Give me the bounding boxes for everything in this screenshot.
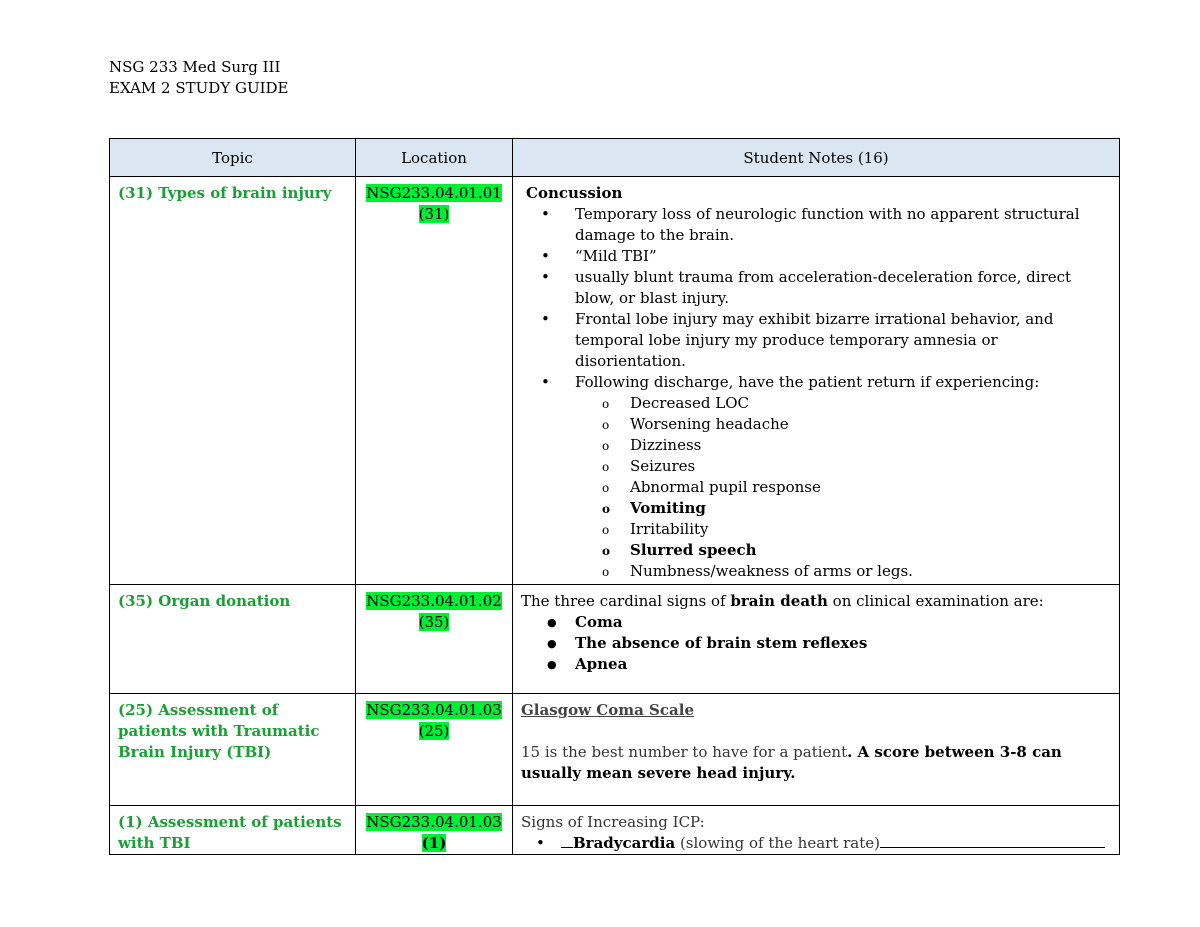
notes-bullet-list <box>521 612 1111 675</box>
topic-text: (25) Assessment of patients with Traumatic Brain Injury (TBI) <box>118 701 320 761</box>
location-cell <box>356 694 513 806</box>
list-item: • usually blunt trauma from acceleration-deceleration force, direct blow, or blast injury. <box>526 267 1111 309</box>
notes-bullet-list <box>521 833 1111 854</box>
topic-cell <box>110 177 356 585</box>
list-item: • Following discharge, have the patient return if experiencing: <box>526 372 1111 393</box>
column-header-notes: Student Notes (16) <box>513 139 1120 177</box>
sub-list-item: o Vomiting <box>526 498 1111 519</box>
notes-cell <box>513 177 1120 585</box>
table-row <box>110 177 1120 585</box>
location-cell <box>356 177 513 585</box>
location-number: (1) <box>421 834 447 852</box>
topic-cell <box>110 694 356 806</box>
notes-text: 15 is the best number to have for a patient. A score between 3-8 can usually mean severe head injury. <box>521 743 1062 782</box>
table-row <box>110 585 1120 694</box>
topic-text: (35) Organ donation <box>118 592 291 610</box>
sub-list-item: o Slurred speech <box>526 540 1111 561</box>
notes-cell <box>513 694 1120 806</box>
list-item: • Bradycardia (slowing of the heart rate) <box>521 833 1111 854</box>
topic-cell <box>110 806 356 855</box>
notes-heading: Glasgow Coma Scale <box>521 701 694 719</box>
topic-text: (1) Assessment of patients with TBI <box>118 813 342 852</box>
notes-cell <box>513 806 1120 855</box>
notes-heading: Signs of Increasing ICP: <box>521 813 705 831</box>
location-code: NSG233.04.01.02 <box>366 592 502 610</box>
document-header <box>109 57 289 99</box>
location-code: NSG233.04.01.03 <box>366 813 502 831</box>
table-row <box>110 694 1120 806</box>
sub-list-item: o Numbness/weakness of arms or legs. <box>526 561 1111 582</box>
notes-bullet-list <box>526 204 1111 582</box>
notes-heading: Concussion <box>526 184 623 202</box>
list-item: ● Apnea <box>521 654 1111 675</box>
notes-intro: The three cardinal signs of brain death on clinical examination are: <box>521 592 1044 610</box>
list-item: • Temporary loss of neurologic function with no apparent structural damage to the brain. <box>526 204 1111 246</box>
location-cell <box>356 585 513 694</box>
column-header-location: Location <box>356 139 513 177</box>
location-code: NSG233.04.01.01 <box>366 184 502 202</box>
list-item: • “Mild TBI” <box>526 246 1111 267</box>
sub-list-item: o Dizziness <box>526 435 1111 456</box>
table-header-row <box>110 139 1120 177</box>
sub-list-item: o Irritability <box>526 519 1111 540</box>
table-row <box>110 806 1120 855</box>
sub-list-item: o Decreased LOC <box>526 393 1111 414</box>
location-number: (31) <box>418 205 450 223</box>
course-title: NSG 233 Med Surg III <box>109 58 281 76</box>
location-cell <box>356 806 513 855</box>
location-number: (25) <box>418 722 450 740</box>
sub-list-item: o Abnormal pupil response <box>526 477 1111 498</box>
list-item: ● Coma <box>521 612 1111 633</box>
notes-cell <box>513 585 1120 694</box>
sub-list-item: o Worsening headache <box>526 414 1111 435</box>
column-header-topic: Topic <box>110 139 356 177</box>
location-code: NSG233.04.01.03 <box>366 701 502 719</box>
location-number: (35) <box>418 613 450 631</box>
study-guide-table <box>109 138 1120 855</box>
list-item: ● The absence of brain stem reflexes <box>521 633 1111 654</box>
list-item: • Frontal lobe injury may exhibit bizarre irrational behavior, and temporal lobe injury my produce temporary amnesia or disorientation. <box>526 309 1111 372</box>
topic-text: (31) Types of brain injury <box>118 184 332 202</box>
guide-title: EXAM 2 STUDY GUIDE <box>109 79 289 97</box>
sub-list-item: o Seizures <box>526 456 1111 477</box>
topic-cell <box>110 585 356 694</box>
